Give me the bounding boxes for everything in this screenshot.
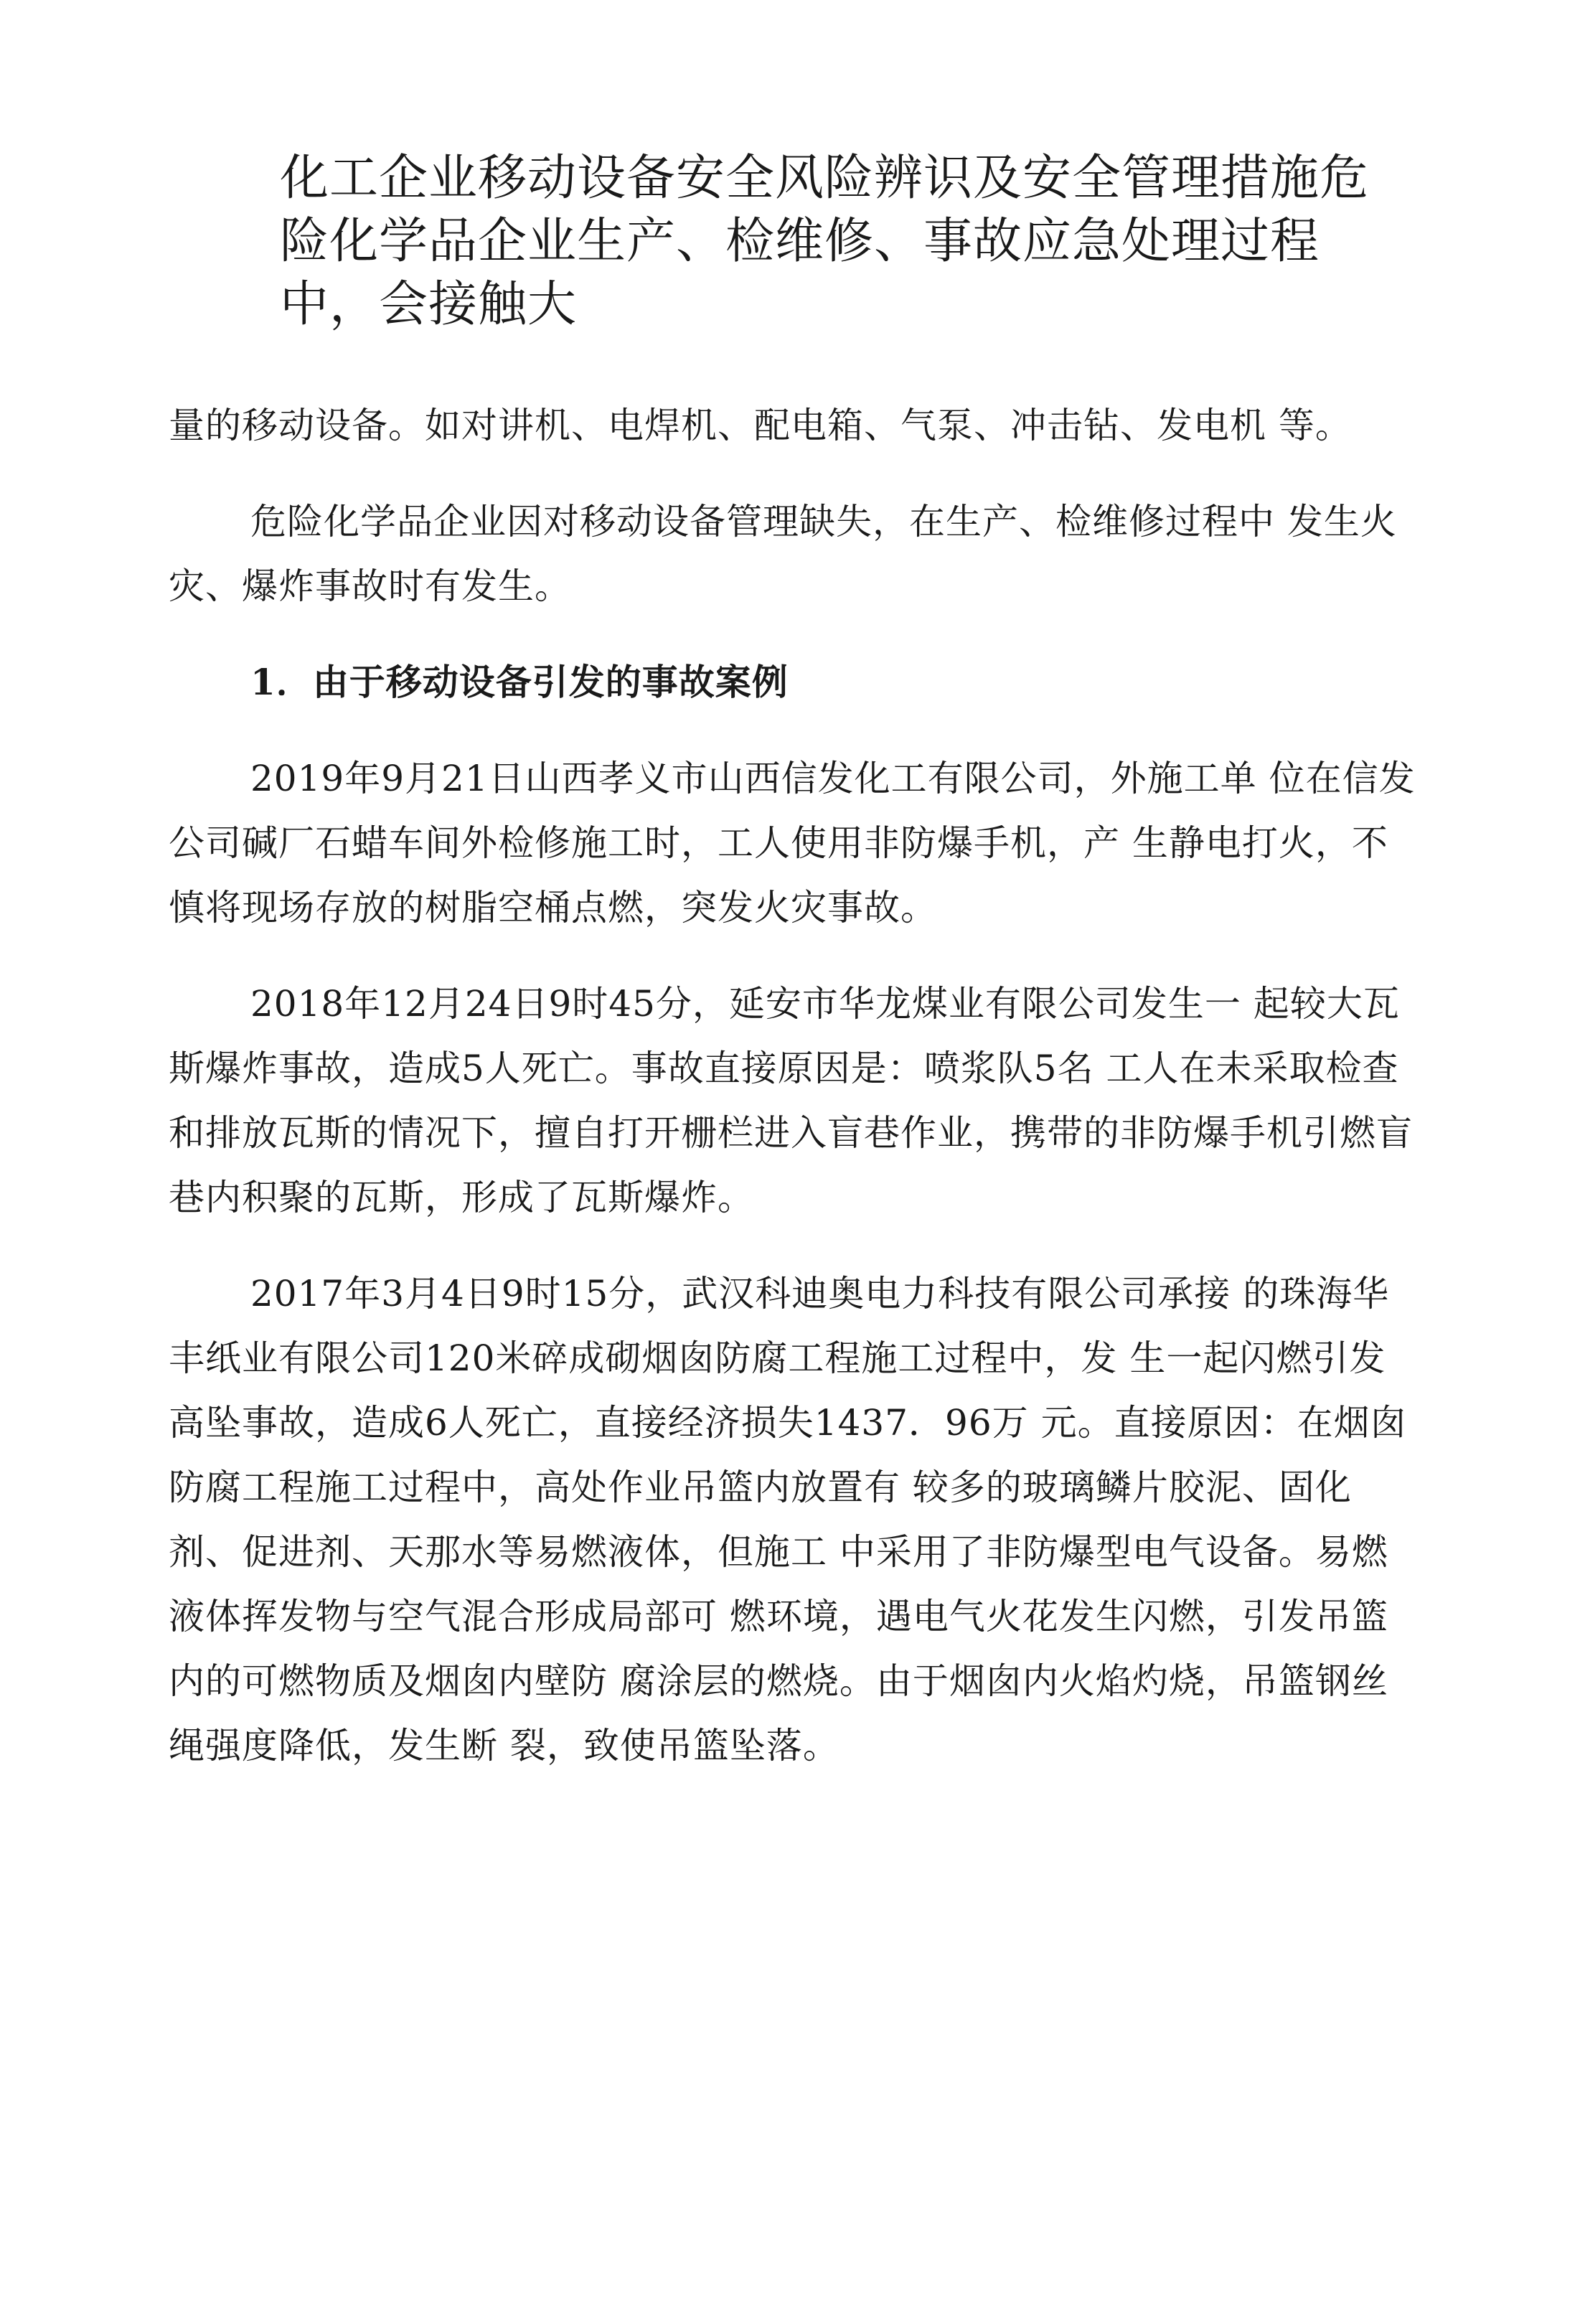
paragraph-case-2019: 2019年9月21日山西孝义市山西信发化工有限公司，外施工单 位在信发公司碱厂石蜡车间外检修施工时，工人使用非防爆手机，产 生静电打火，不慎将现场存放的树脂空桶点燃，突发火灾事故。: [169, 758, 1416, 928]
paragraph-case-2017: 2017年3月4日9时15分，武汉科迪奥电力科技有限公司承接 的珠海华丰纸业有限公司120米碎成砌烟囱防腐工程施工过程中，发 生一起闪燃引发高坠事故，造成6人死亡，直接经济损失1437．96万 元。直接原因：在烟囱防腐工程施工过程中，高处作业吊篮内放置有 较多的玻璃鳞片胶泥、固化剂、促进剂、天那水等易燃液体，但施工 中采用了非防爆型电气设备。易燃液体挥发物与空气混合形成局部可 燃环境，遇电气火花发生闪燃，引发吊篮内的可燃物质及烟囱内壁防 腐涂层的燃烧。由于烟囱内火焰灼烧，吊篮钢丝绳强度降低，发生断 裂，致使吊篮坠落。: [169, 1273, 1407, 1766]
paragraph-case-2018: 2018年12月24日9时45分，延安市华龙煤业有限公司发生一 起较大瓦斯爆炸事故，造成5人死亡。事故直接原因是：喷浆队5名 工人在未采取检查和排放瓦斯的情况下，擅自打开栅栏进入盲巷作业，携带的非防爆手机引燃盲巷内积聚的瓦斯，形成了瓦斯爆炸。: [169, 983, 1413, 1218]
section-heading: 1．由于移动设备引发的事故案例: [250, 661, 789, 703]
paragraph-intro: 危险化学品企业因对移动设备管理缺失，在生产、检维修过程中 发生火灾、爆炸事故时有发生。: [169, 501, 1397, 607]
document-body: [169, 393, 1421, 1810]
document-title: 化工企业移动设备安全风险辨识及安全管理措施危险化学品企业生产、检维修、事故应急处理过程中，会接触大: [280, 150, 1370, 333]
paragraph-continuation: 量的移动设备。如对讲机、电焊机、配电箱、气泵、冲击钻、发电机 等。: [169, 405, 1352, 446]
